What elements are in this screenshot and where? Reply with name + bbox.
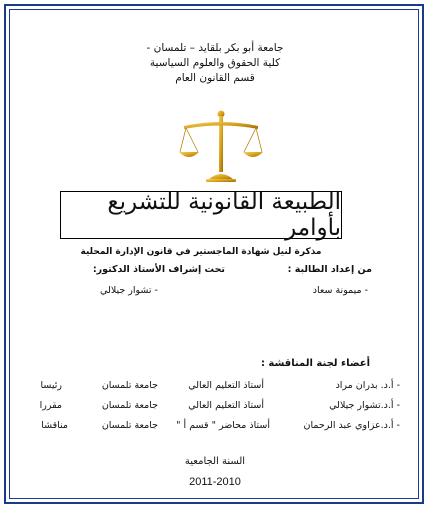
member-rank: أستاذ التعليم العالي <box>188 400 264 411</box>
committee-title: أعضاء لجنة المناقشة : <box>260 358 370 369</box>
department-name: قسم القانون العام <box>175 72 255 84</box>
member-rank: أستاذ التعليم العالي <box>188 380 264 391</box>
supervisor-name: - تشوار جيلالي <box>100 285 158 296</box>
member-name: - أ.د.عزاوي عبد الرحمان <box>303 420 400 431</box>
prepared-by-label: من إعداد الطالبة : <box>287 264 372 275</box>
member-university: جامعة تلمسان <box>101 420 158 431</box>
thesis-title: الطبيعة القانونية للتشريع بأوامر <box>60 191 342 239</box>
member-university: جامعة تلمسان <box>101 380 158 391</box>
academic-year-value: 2011-2010 <box>189 476 241 488</box>
supervised-by-label: تحت إشراف الأستاذ الدكتور: <box>92 264 225 275</box>
scales-of-justice-icon <box>178 108 264 184</box>
faculty-name: كلية الحقوق والعلوم السياسية <box>149 57 281 69</box>
member-university: جامعة تلمسان <box>101 400 158 411</box>
academic-year-label: السنة الجامعية <box>184 456 246 467</box>
member-role: مناقشا <box>41 420 68 431</box>
member-name: - أ.د.تشوار جيلالي <box>329 400 400 411</box>
student-name: - ميمونة سعاد <box>312 285 368 296</box>
memo-subtitle: مذكرة لنيل شهادة الماجستير في قانون الإدارة المحلية <box>80 247 322 257</box>
member-role: رئيسا <box>40 380 62 391</box>
member-rank: أستاذ محاضر " قسم أ " <box>176 420 270 431</box>
member-name: - أ.د. بدران مراد <box>335 380 400 391</box>
university-name: جامعة أبو بكر بلقايد – تلمسان - <box>146 42 284 54</box>
member-role: مقررا <box>39 400 62 411</box>
